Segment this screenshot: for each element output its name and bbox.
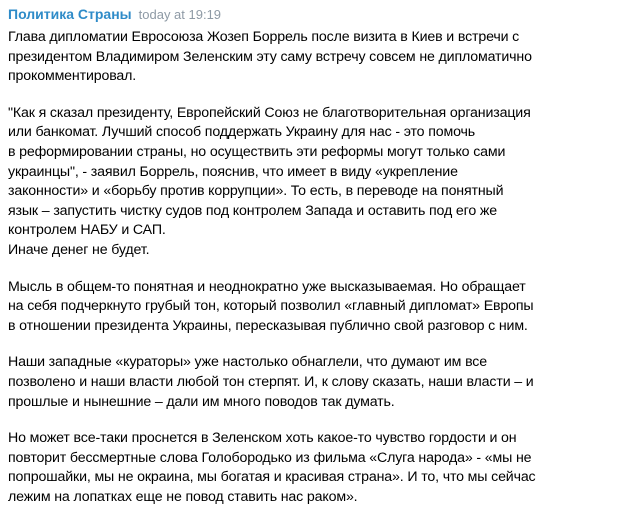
message-line: на себя подчеркнуто грубый тон, который позволил «главный дипломат» Европы bbox=[8, 298, 534, 315]
message-paragraph bbox=[8, 429, 610, 507]
message-line: Но может все-таки проснется в Зеленском хоть какое-то чувство гордости и он bbox=[8, 430, 517, 447]
message-line: в отношении президента Украины, пересказывая публично свой разговор с ним. bbox=[8, 317, 528, 334]
message-line: прошлые и нынешние – дали им много поводов так думать. bbox=[8, 393, 395, 410]
message-paragraph bbox=[8, 28, 610, 87]
message-line: в реформировании страны, но осуществить эти реформы могут только сами bbox=[8, 143, 506, 160]
message-line: Иначе денег не будет. bbox=[8, 241, 150, 258]
message-line: Наши западные «кураторы» уже настолько обнаглели, что думают им все bbox=[8, 354, 487, 371]
message-line: украинцы", - заявил Боррель, пояснив, что имеет в виду «укрепление bbox=[8, 163, 458, 180]
message-line: позволено и наши власти любой тон стерпят. И, к слову сказать, наши власти – и bbox=[8, 373, 534, 390]
message-line: попрошайки, мы не окраина, мы богатая и красивая страна». И то, что мы сейчас bbox=[8, 469, 536, 486]
channel-name[interactable]: Политика Страны bbox=[8, 6, 132, 22]
message-line: или банкомат. Лучший способ поддержать Украину для нас - это помочь bbox=[8, 124, 476, 141]
message-line: язык – запустить чистку судов под контролем Запада и оставить под его же bbox=[8, 202, 497, 219]
message-paragraph bbox=[8, 104, 610, 261]
message-paragraph bbox=[8, 278, 610, 337]
message-line: президентом Владимиром Зеленским эту саму встречу совсем не дипломатично bbox=[8, 48, 532, 65]
message-paragraph bbox=[8, 353, 610, 412]
message-line: прокомментировал. bbox=[8, 68, 137, 85]
message-text bbox=[8, 28, 610, 507]
message-line: контролем НАБУ и САП. bbox=[8, 222, 166, 239]
message-line: лежим на лопатках еще не повод ставить нас раком». bbox=[8, 488, 358, 505]
message-line: Глава дипломатии Евросоюза Жозеп Боррель после визита в Киев и встречи с bbox=[8, 29, 520, 45]
message-line: "Как я сказал президенту, Европейский Союз не благотворительная организация bbox=[8, 104, 531, 121]
message-line: Мысль в общем-то понятная и неоднократно уже высказываемая. Но обращает bbox=[8, 278, 526, 295]
message-line: законности» и «борьбу против коррупции». То есть, в переводе на понятный bbox=[8, 183, 504, 200]
message-line: повторит бессмертные слова Голобородько из фильма «Слуга народа» - «мы не bbox=[8, 449, 532, 466]
message-header bbox=[8, 6, 610, 26]
message-timestamp: today at 19:19 bbox=[138, 7, 222, 22]
